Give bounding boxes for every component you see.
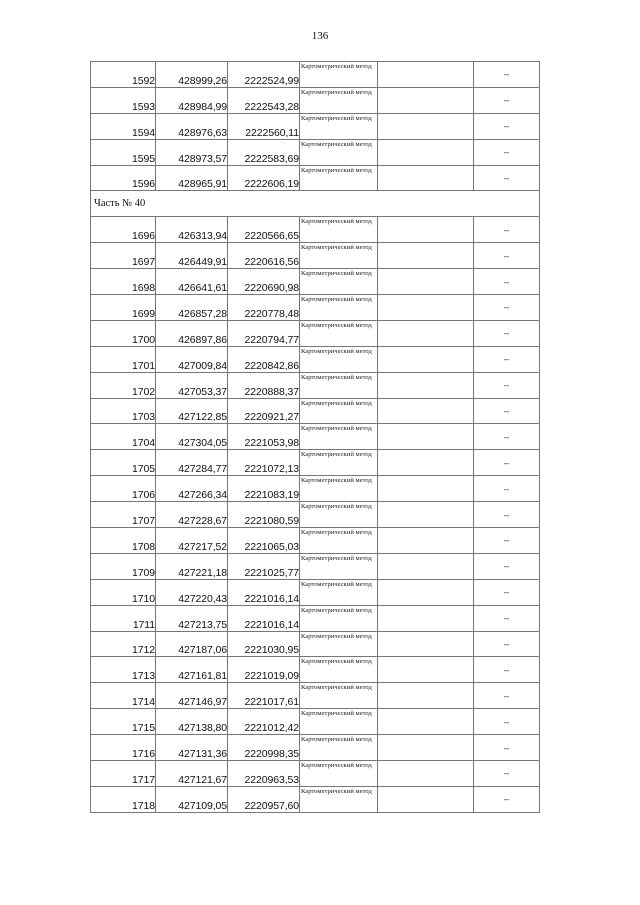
method-cell: Картометрический метод: [300, 398, 378, 424]
y-coordinate-cell: 2220921,27: [228, 398, 300, 424]
empty-cell: [378, 113, 474, 139]
empty-cell: [378, 372, 474, 398]
y-coordinate-cell: 2220794,77: [228, 320, 300, 346]
point-number-cell: 1716: [91, 735, 156, 761]
table-row: [91, 502, 540, 528]
x-coordinate-cell: 427122,85: [156, 398, 228, 424]
coordinates-table: [90, 61, 540, 813]
method-cell: Картометрический метод: [300, 372, 378, 398]
table-row: [91, 476, 540, 502]
point-number-cell: 1705: [91, 450, 156, 476]
table-row: [91, 372, 540, 398]
empty-cell: [378, 450, 474, 476]
point-number-cell: 1595: [91, 139, 156, 165]
y-coordinate-cell: 2220778,48: [228, 295, 300, 321]
method-cell: Картометрический метод: [300, 165, 378, 191]
y-coordinate-cell: 2222606,19: [228, 165, 300, 191]
error-cell: –: [474, 631, 540, 657]
x-coordinate-cell: 428984,99: [156, 87, 228, 113]
table-row: [91, 657, 540, 683]
x-coordinate-cell: 427213,75: [156, 605, 228, 631]
y-coordinate-cell: 2221016,14: [228, 579, 300, 605]
y-coordinate-cell: 2220842,86: [228, 346, 300, 372]
method-cell: Картометрический метод: [300, 761, 378, 787]
empty-cell: [378, 87, 474, 113]
y-coordinate-cell: 2222524,99: [228, 62, 300, 88]
error-cell: –: [474, 424, 540, 450]
error-cell: –: [474, 113, 540, 139]
y-coordinate-cell: 2222583,69: [228, 139, 300, 165]
empty-cell: [378, 320, 474, 346]
y-coordinate-cell: 2220616,56: [228, 243, 300, 269]
empty-cell: [378, 398, 474, 424]
method-cell: Картометрический метод: [300, 683, 378, 709]
method-cell: Картометрический метод: [300, 62, 378, 88]
empty-cell: [378, 683, 474, 709]
x-coordinate-cell: 426857,28: [156, 295, 228, 321]
y-coordinate-cell: 2222560,11: [228, 113, 300, 139]
table-row: [91, 295, 540, 321]
point-number-cell: 1714: [91, 683, 156, 709]
x-coordinate-cell: 427304,05: [156, 424, 228, 450]
x-coordinate-cell: 427053,37: [156, 372, 228, 398]
x-coordinate-cell: 428973,57: [156, 139, 228, 165]
table-row: [91, 139, 540, 165]
point-number-cell: 1713: [91, 657, 156, 683]
error-cell: –: [474, 398, 540, 424]
point-number-cell: 1697: [91, 243, 156, 269]
table-body-lower: [91, 217, 540, 812]
error-cell: –: [474, 735, 540, 761]
x-coordinate-cell: 427228,67: [156, 502, 228, 528]
empty-cell: [378, 269, 474, 295]
table-section-header: [91, 191, 540, 217]
x-coordinate-cell: 426313,94: [156, 217, 228, 243]
method-cell: Картометрический метод: [300, 605, 378, 631]
method-cell: Картометрический метод: [300, 476, 378, 502]
y-coordinate-cell: 2220963,53: [228, 761, 300, 787]
method-cell: Картометрический метод: [300, 113, 378, 139]
empty-cell: [378, 476, 474, 502]
point-number-cell: 1717: [91, 761, 156, 787]
y-coordinate-cell: 2221019,09: [228, 657, 300, 683]
empty-cell: [378, 346, 474, 372]
x-coordinate-cell: 426897,86: [156, 320, 228, 346]
error-cell: –: [474, 295, 540, 321]
method-cell: Картометрический метод: [300, 709, 378, 735]
table-row: [91, 786, 540, 812]
method-cell: Картометрический метод: [300, 295, 378, 321]
error-cell: –: [474, 761, 540, 787]
method-cell: Картометрический метод: [300, 139, 378, 165]
error-cell: –: [474, 346, 540, 372]
error-cell: –: [474, 139, 540, 165]
method-cell: Картометрический метод: [300, 320, 378, 346]
table-row: [91, 761, 540, 787]
point-number-cell: 1715: [91, 709, 156, 735]
table-row: [91, 113, 540, 139]
error-cell: –: [474, 320, 540, 346]
point-number-cell: 1708: [91, 528, 156, 554]
point-number-cell: 1700: [91, 320, 156, 346]
x-coordinate-cell: 427221,18: [156, 553, 228, 579]
point-number-cell: 1699: [91, 295, 156, 321]
error-cell: –: [474, 502, 540, 528]
error-cell: –: [474, 657, 540, 683]
table-row: [91, 579, 540, 605]
error-cell: –: [474, 605, 540, 631]
error-cell: –: [474, 528, 540, 554]
error-cell: –: [474, 553, 540, 579]
point-number-cell: 1703: [91, 398, 156, 424]
x-coordinate-cell: 426641,61: [156, 269, 228, 295]
table-row: [91, 553, 540, 579]
empty-cell: [378, 424, 474, 450]
empty-cell: [378, 295, 474, 321]
point-number-cell: 1706: [91, 476, 156, 502]
table-row: [91, 346, 540, 372]
table-row: [91, 450, 540, 476]
x-coordinate-cell: 427146,97: [156, 683, 228, 709]
method-cell: Картометрический метод: [300, 528, 378, 554]
empty-cell: [378, 579, 474, 605]
empty-cell: [378, 528, 474, 554]
y-coordinate-cell: 2220998,35: [228, 735, 300, 761]
empty-cell: [378, 761, 474, 787]
table-row: [91, 709, 540, 735]
table-row: [91, 87, 540, 113]
error-cell: –: [474, 683, 540, 709]
method-cell: Картометрический метод: [300, 579, 378, 605]
error-cell: –: [474, 450, 540, 476]
method-cell: Картометрический метод: [300, 502, 378, 528]
x-coordinate-cell: 427220,43: [156, 579, 228, 605]
empty-cell: [378, 243, 474, 269]
point-number-cell: 1596: [91, 165, 156, 191]
y-coordinate-cell: 2222543,28: [228, 87, 300, 113]
point-number-cell: 1704: [91, 424, 156, 450]
point-number-cell: 1594: [91, 113, 156, 139]
point-number-cell: 1710: [91, 579, 156, 605]
error-cell: –: [474, 372, 540, 398]
point-number-cell: 1718: [91, 786, 156, 812]
error-cell: –: [474, 217, 540, 243]
point-number-cell: 1698: [91, 269, 156, 295]
point-number-cell: 1707: [91, 502, 156, 528]
method-cell: Картометрический метод: [300, 735, 378, 761]
table-row: [91, 217, 540, 243]
method-cell: Картометрический метод: [300, 87, 378, 113]
y-coordinate-cell: 2220566,65: [228, 217, 300, 243]
error-cell: –: [474, 269, 540, 295]
x-coordinate-cell: 426449,91: [156, 243, 228, 269]
point-number-cell: 1711: [91, 605, 156, 631]
table-row: [91, 683, 540, 709]
x-coordinate-cell: 428965,91: [156, 165, 228, 191]
method-cell: Картометрический метод: [300, 450, 378, 476]
error-cell: –: [474, 579, 540, 605]
method-cell: Картометрический метод: [300, 657, 378, 683]
y-coordinate-cell: 2221083,19: [228, 476, 300, 502]
error-cell: –: [474, 165, 540, 191]
x-coordinate-cell: 427131,36: [156, 735, 228, 761]
point-number-cell: 1712: [91, 631, 156, 657]
x-coordinate-cell: 427121,67: [156, 761, 228, 787]
table-row: [91, 243, 540, 269]
y-coordinate-cell: 2221017,61: [228, 683, 300, 709]
y-coordinate-cell: 2221053,98: [228, 424, 300, 450]
point-number-cell: 1701: [91, 346, 156, 372]
method-cell: Картометрический метод: [300, 346, 378, 372]
x-coordinate-cell: 427266,34: [156, 476, 228, 502]
method-cell: Картометрический метод: [300, 631, 378, 657]
error-cell: –: [474, 62, 540, 88]
y-coordinate-cell: 2220957,60: [228, 786, 300, 812]
y-coordinate-cell: 2220888,37: [228, 372, 300, 398]
empty-cell: [378, 62, 474, 88]
empty-cell: [378, 217, 474, 243]
x-coordinate-cell: 427138,80: [156, 709, 228, 735]
x-coordinate-cell: 428999,26: [156, 62, 228, 88]
section-label: Часть № 40: [91, 191, 540, 217]
x-coordinate-cell: 427109,05: [156, 786, 228, 812]
table-row: [91, 320, 540, 346]
x-coordinate-cell: 428976,63: [156, 113, 228, 139]
x-coordinate-cell: 427284,77: [156, 450, 228, 476]
point-number-cell: 1709: [91, 553, 156, 579]
table-body-upper: [91, 62, 540, 191]
point-number-cell: 1696: [91, 217, 156, 243]
table-row: [91, 605, 540, 631]
table-row: [91, 62, 540, 88]
y-coordinate-cell: 2221012,42: [228, 709, 300, 735]
x-coordinate-cell: 427187,06: [156, 631, 228, 657]
point-number-cell: 1702: [91, 372, 156, 398]
x-coordinate-cell: 427009,84: [156, 346, 228, 372]
table-row: [91, 735, 540, 761]
y-coordinate-cell: 2221080,59: [228, 502, 300, 528]
y-coordinate-cell: 2220690,98: [228, 269, 300, 295]
method-cell: Картометрический метод: [300, 243, 378, 269]
empty-cell: [378, 735, 474, 761]
error-cell: –: [474, 786, 540, 812]
empty-cell: [378, 657, 474, 683]
point-number-cell: 1592: [91, 62, 156, 88]
error-cell: –: [474, 87, 540, 113]
empty-cell: [378, 502, 474, 528]
method-cell: Картометрический метод: [300, 786, 378, 812]
method-cell: Картометрический метод: [300, 424, 378, 450]
error-cell: –: [474, 709, 540, 735]
x-coordinate-cell: 427217,52: [156, 528, 228, 554]
x-coordinate-cell: 427161,81: [156, 657, 228, 683]
y-coordinate-cell: 2221030,95: [228, 631, 300, 657]
table-row: [91, 269, 540, 295]
empty-cell: [378, 631, 474, 657]
table-row: [91, 424, 540, 450]
method-cell: Картометрический метод: [300, 217, 378, 243]
table-row: [91, 528, 540, 554]
empty-cell: [378, 605, 474, 631]
page-number: 136: [311, 30, 329, 42]
empty-cell: [378, 786, 474, 812]
y-coordinate-cell: 2221016,14: [228, 605, 300, 631]
error-cell: –: [474, 476, 540, 502]
table-row: [91, 398, 540, 424]
table-row: [91, 165, 540, 191]
y-coordinate-cell: 2221025,77: [228, 553, 300, 579]
method-cell: Картометрический метод: [300, 269, 378, 295]
table-row: [91, 631, 540, 657]
y-coordinate-cell: 2221072,13: [228, 450, 300, 476]
error-cell: –: [474, 243, 540, 269]
empty-cell: [378, 553, 474, 579]
section-row: [91, 191, 540, 217]
empty-cell: [378, 709, 474, 735]
empty-cell: [378, 165, 474, 191]
y-coordinate-cell: 2221065,03: [228, 528, 300, 554]
point-number-cell: 1593: [91, 87, 156, 113]
empty-cell: [378, 139, 474, 165]
method-cell: Картометрический метод: [300, 553, 378, 579]
